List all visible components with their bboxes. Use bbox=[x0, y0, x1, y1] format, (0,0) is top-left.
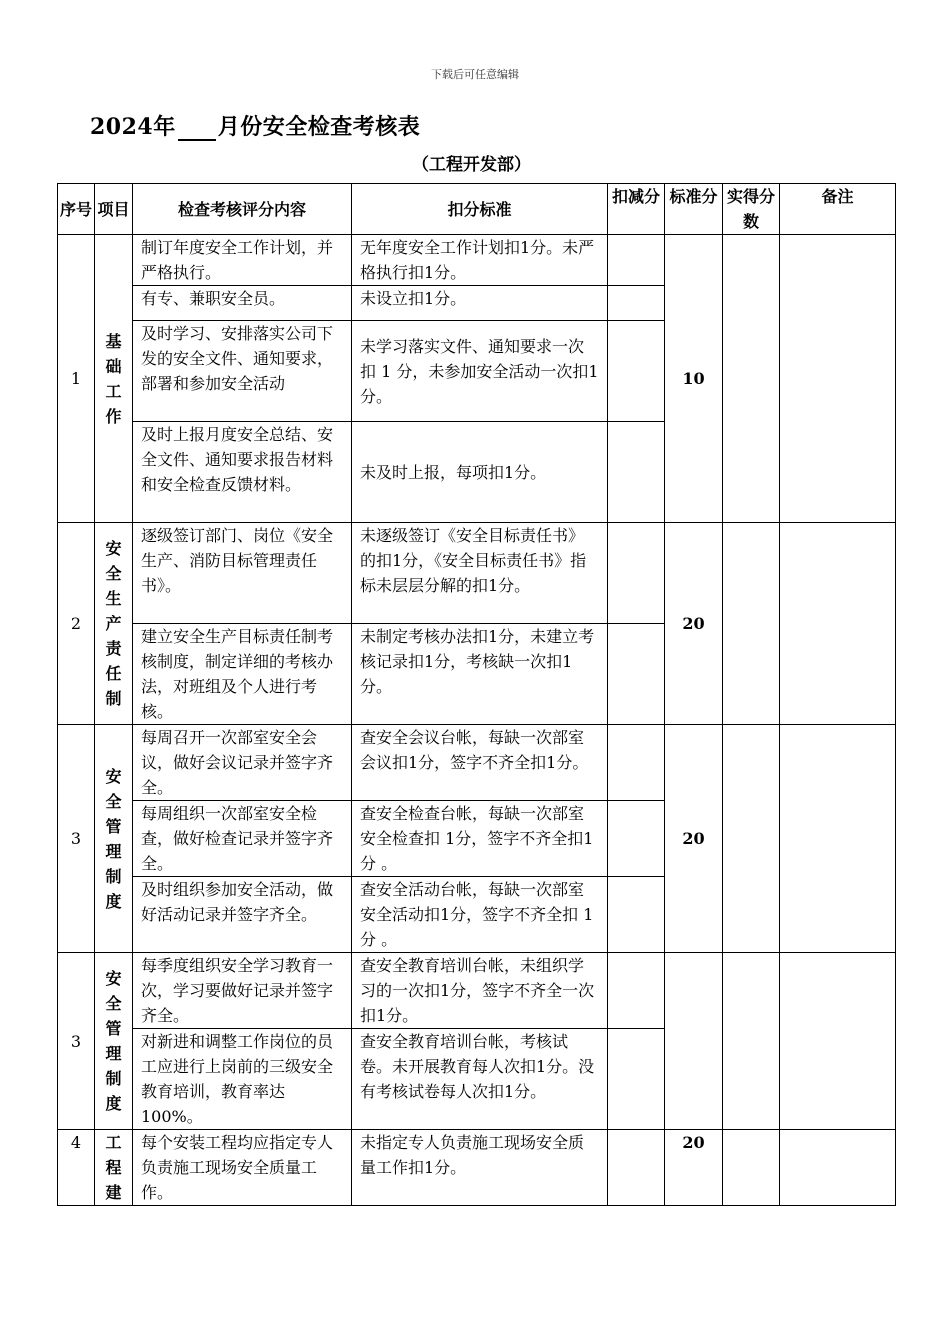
header-deduct: 扣减分 bbox=[608, 184, 665, 235]
header-item: 项目 bbox=[95, 184, 133, 235]
seq-cell: 3 bbox=[58, 953, 95, 1130]
content-cell: 制订年度安全工作计划，并严格执行。 bbox=[133, 235, 352, 286]
rule-cell: 未指定专人负责施工现场安全质量工作扣1分。 bbox=[352, 1130, 608, 1206]
header-seq: 序号 bbox=[58, 184, 95, 235]
item-cell: 安全管理制度 bbox=[95, 725, 133, 953]
standard-cell: 10 bbox=[665, 235, 723, 523]
content-cell: 建立安全生产目标责任制考核制度，制定详细的考核办法，对班组及个人进行考核。 bbox=[133, 624, 352, 725]
content-cell: 及时上报月度安全总结、安全文件、通知要求报告材料和安全检查反馈材料。 bbox=[133, 422, 352, 523]
rule-cell: 未逐级签订《安全目标责任书》的扣1分，《安全目标责任书》指标未层层分解的扣1分。 bbox=[352, 523, 608, 624]
title-year: 2024年 bbox=[90, 114, 176, 140]
remark-cell[interactable] bbox=[780, 725, 896, 953]
actual-cell[interactable] bbox=[723, 953, 780, 1130]
header-content: 检查考核评分内容 bbox=[133, 184, 352, 235]
title-rest: 月份安全检查考核表 bbox=[217, 114, 421, 140]
rule-cell: 查安全会议台帐，每缺一次部室会议扣1分，签字不齐全扣1分。 bbox=[352, 725, 608, 801]
page-title bbox=[90, 110, 420, 141]
remark-cell[interactable] bbox=[780, 235, 896, 523]
rule-cell: 查安全检查台帐，每缺一次部室安全检查扣 1分，签字不齐全扣1分 。 bbox=[352, 801, 608, 877]
seq-cell: 1 bbox=[58, 235, 95, 523]
content-cell: 对新进和调整工作岗位的员工应进行上岗前的三级安全教育培训，教育率达100%。 bbox=[133, 1029, 352, 1130]
rule-cell: 未设立扣1分。 bbox=[352, 286, 608, 321]
seq-cell: 4 bbox=[58, 1130, 95, 1206]
assessment-table bbox=[57, 183, 896, 1206]
rule-cell: 查安全教育培训台帐，考核试卷。未开展教育每人次扣1分。没有考核试卷每人次扣1分。 bbox=[352, 1029, 608, 1130]
actual-cell[interactable] bbox=[723, 1130, 780, 1206]
deduct-cell[interactable] bbox=[608, 422, 665, 523]
content-cell: 每周组织一次部室安全检查，做好检查记录并签字齐全。 bbox=[133, 801, 352, 877]
actual-cell[interactable] bbox=[723, 725, 780, 953]
rule-cell: 未制定考核办法扣1分，未建立考核记录扣1分，考核缺一次扣1分。 bbox=[352, 624, 608, 725]
header-actual: 实得分数 bbox=[723, 184, 780, 235]
content-cell: 逐级签订部门、岗位《安全生产、消防目标管理责任书》。 bbox=[133, 523, 352, 624]
rule-cell: 查安全活动台帐，每缺一次部室安全活动扣1分，签字不齐全扣 1分 。 bbox=[352, 877, 608, 953]
header-standard: 标准分 bbox=[665, 184, 723, 235]
rule-cell: 未及时上报，每项扣1分。 bbox=[352, 422, 608, 523]
header-row bbox=[58, 184, 896, 235]
standard-cell: 20 bbox=[665, 523, 723, 725]
page-header: 下载后可任意编辑 bbox=[431, 68, 519, 81]
remark-cell[interactable] bbox=[780, 1130, 896, 1206]
deduct-cell[interactable] bbox=[608, 624, 665, 725]
content-cell: 每季度组织安全学习教育一次，学习要做好记录并签字齐全。 bbox=[133, 953, 352, 1029]
deduct-cell[interactable] bbox=[608, 1029, 665, 1130]
table-row bbox=[58, 523, 896, 624]
table-row bbox=[58, 953, 896, 1029]
deduct-cell[interactable] bbox=[608, 725, 665, 801]
standard-cell: 20 bbox=[665, 725, 723, 953]
content-cell: 及时学习、安排落实公司下发的安全文件、通知要求，部署和参加安全活动 bbox=[133, 321, 352, 422]
content-cell: 每个安装工程均应指定专人负责施工现场安全质量工作。 bbox=[133, 1130, 352, 1206]
standard-cell bbox=[665, 953, 723, 1130]
actual-cell[interactable] bbox=[723, 523, 780, 725]
deduct-cell[interactable] bbox=[608, 235, 665, 286]
table-row bbox=[58, 1130, 896, 1206]
seq-cell: 3 bbox=[58, 725, 95, 953]
item-cell: 安全生产责任制 bbox=[95, 523, 133, 725]
deduct-cell[interactable] bbox=[608, 801, 665, 877]
remark-cell[interactable] bbox=[780, 523, 896, 725]
deduct-cell[interactable] bbox=[608, 321, 665, 422]
table-row bbox=[58, 725, 896, 801]
actual-cell[interactable] bbox=[723, 235, 780, 523]
item-cell: 工程建 bbox=[95, 1130, 133, 1206]
content-cell: 及时组织参加安全活动，做好活动记录并签字齐全。 bbox=[133, 877, 352, 953]
department-subtitle: （工程开发部） bbox=[412, 155, 531, 175]
remark-cell[interactable] bbox=[780, 953, 896, 1130]
table-row bbox=[58, 235, 896, 286]
rule-cell: 无年度安全工作计划扣1分。未严格执行扣1分。 bbox=[352, 235, 608, 286]
header-remark: 备注 bbox=[780, 184, 896, 235]
item-cell: 安全管理制度 bbox=[95, 953, 133, 1130]
standard-cell: 20 bbox=[665, 1130, 723, 1206]
content-cell: 有专、兼职安全员。 bbox=[133, 286, 352, 321]
deduct-cell[interactable] bbox=[608, 523, 665, 624]
seq-cell: 2 bbox=[58, 523, 95, 725]
deduct-cell[interactable] bbox=[608, 953, 665, 1029]
deduct-cell[interactable] bbox=[608, 286, 665, 321]
rule-cell: 查安全教育培训台帐，未组织学习的一次扣1分，签字不齐全一次扣1分。 bbox=[352, 953, 608, 1029]
header-rule: 扣分标准 bbox=[352, 184, 608, 235]
deduct-cell[interactable] bbox=[608, 1130, 665, 1206]
month-blank bbox=[178, 119, 216, 141]
content-cell: 每周召开一次部室安全会议，做好会议记录并签字齐全。 bbox=[133, 725, 352, 801]
deduct-cell[interactable] bbox=[608, 877, 665, 953]
rule-cell: 未学习落实文件、通知要求一次扣 1 分，未参加安全活动一次扣1分。 bbox=[352, 321, 608, 422]
item-cell: 基础工作 bbox=[95, 235, 133, 523]
